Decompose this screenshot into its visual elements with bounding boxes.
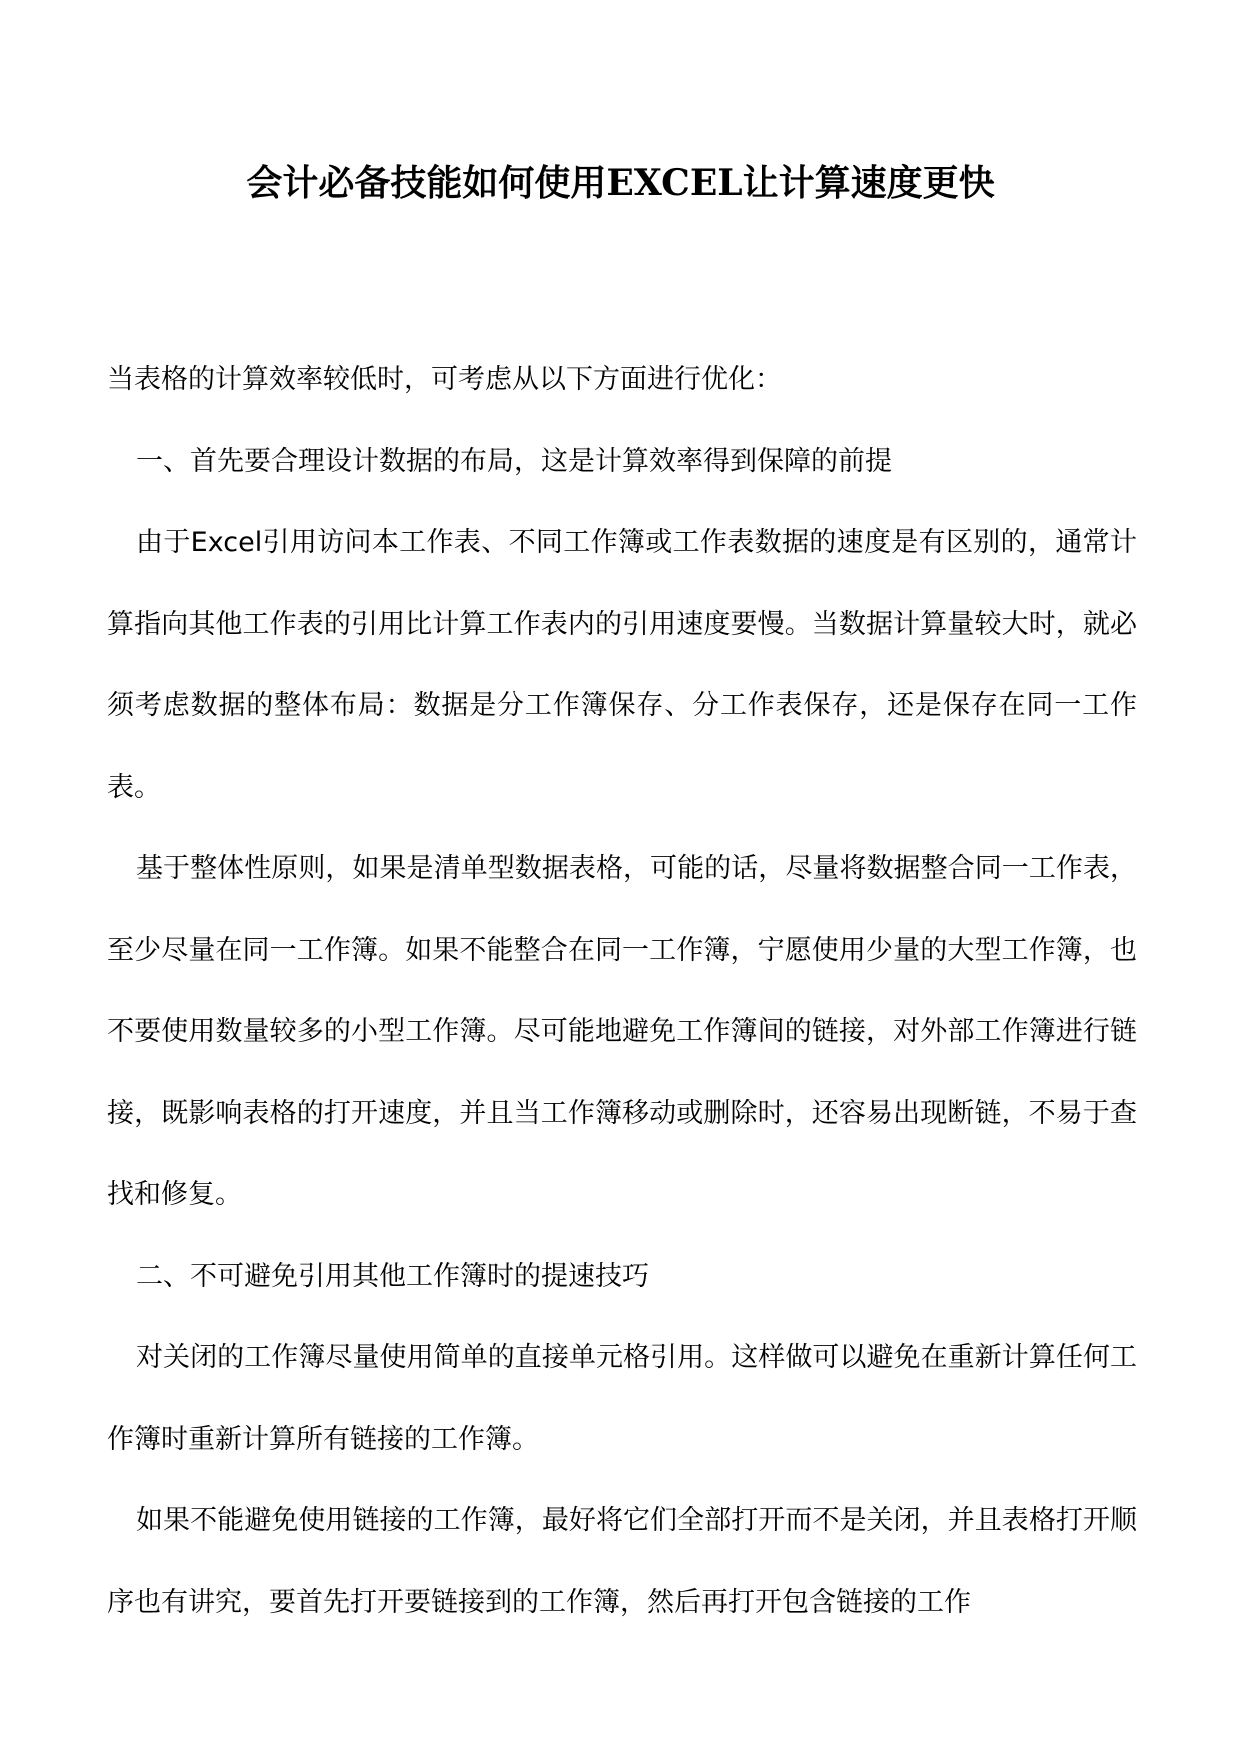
paragraph-integration-principle: 基于整体性原则，如果是清单型数据表格，可能的话，尽量将数据整合同一工作表，至少尽量在同一工作簿。如果不能整合在同一工作簿，宁愿使用少量的大型工作簿，也不要使用数量较多的小型工作簿。尽可能地避免工作簿间的链接，对外部工作簿进行链接，既影响表格的打开速度，并且当工作簿移动或删除时，还容易出现断链，不易于查找和修复。 [107, 853, 1137, 1210]
document-body [107, 339, 1137, 1643]
paragraph-intro: 当表格的计算效率较低时，可考虑从以下方面进行优化： [107, 364, 782, 395]
paragraph-open-order: 如果不能避免使用链接的工作簿，最好将它们全部打开而不是关闭，并且表格打开顺序也有讲究，要首先打开要链接到的工作簿，然后再打开包含链接的工作 [107, 1505, 1137, 1618]
section-heading-2: 二、不可避免引用其他工作簿时的提速技巧 [136, 1260, 649, 1292]
document-title: 会计必备技能如何使用EXCEL让计算速度更快 [246, 162, 995, 204]
section-heading-1: 一、首先要合理设计数据的布局，这是计算效率得到保障的前提 [136, 445, 892, 477]
paragraph-reference-speed: 由于Excel引用访问本工作表、不同工作簿或工作表数据的速度是有区别的，通常计算指向其他工作表的引用比计算工作表内的引用速度要慢。当数据计算量较大时，就必须考虑数据的整体布局：数据是分工作簿保存、分工作表保存，还是保存在同一工作表。 [107, 527, 1137, 803]
paragraph-direct-reference: 对关闭的工作簿尽量使用简单的直接单元格引用。这样做可以避免在重新计算任何工作簿时重新计算所有链接的工作簿。 [107, 1342, 1137, 1455]
